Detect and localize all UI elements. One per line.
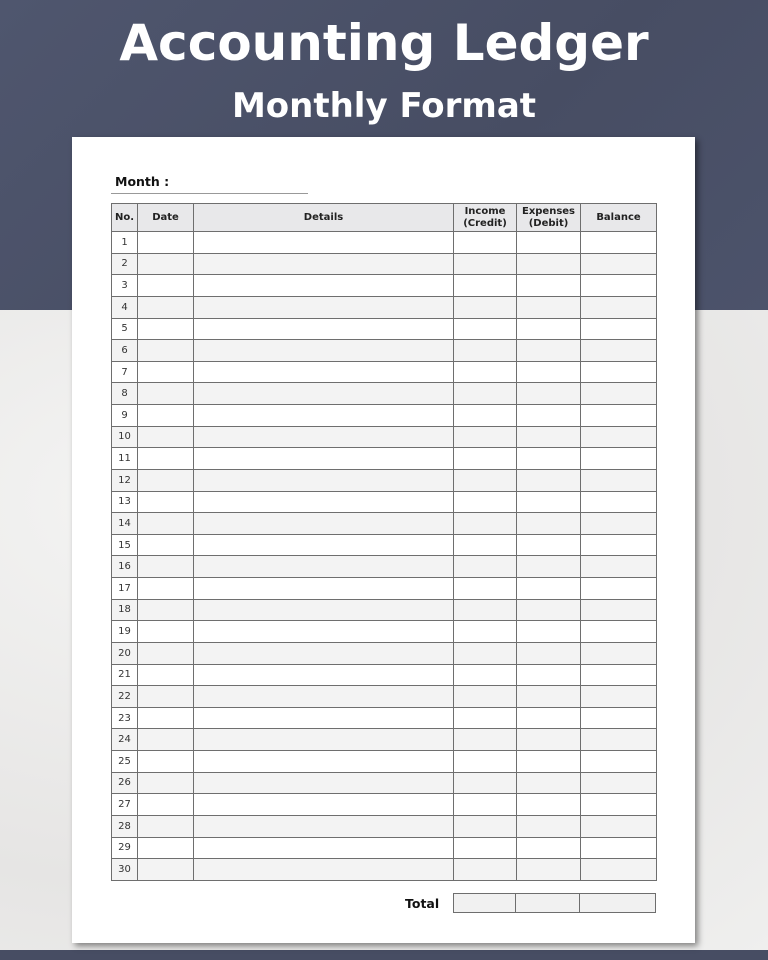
entry-cell[interactable]: [581, 383, 657, 405]
entry-cell[interactable]: [194, 340, 454, 362]
row-number: 21: [112, 664, 138, 686]
entry-cell[interactable]: [581, 686, 657, 708]
table-row: [112, 664, 657, 686]
entry-cell[interactable]: [517, 556, 581, 578]
entry-cell[interactable]: [581, 534, 657, 556]
entry-cell[interactable]: [454, 232, 517, 254]
entry-cell[interactable]: [138, 318, 194, 340]
entry-cell[interactable]: [138, 578, 194, 600]
entry-cell[interactable]: [138, 275, 194, 297]
entry-cell[interactable]: [517, 361, 581, 383]
entry-cell[interactable]: [581, 837, 657, 859]
entry-cell[interactable]: [194, 621, 454, 643]
entry-cell[interactable]: [517, 491, 581, 513]
page-subtitle: Monthly Format: [231, 86, 537, 126]
entry-cell[interactable]: [194, 491, 454, 513]
entry-cell[interactable]: [517, 664, 581, 686]
entry-cell[interactable]: [138, 426, 194, 448]
entry-cell[interactable]: [138, 491, 194, 513]
entry-cell[interactable]: [517, 599, 581, 621]
entry-cell[interactable]: [138, 837, 194, 859]
row-number: 13: [112, 491, 138, 513]
entry-cell[interactable]: [454, 664, 517, 686]
table-header-row: [112, 204, 657, 232]
ledger-table: [111, 203, 657, 881]
table-row: [112, 599, 657, 621]
entry-cell[interactable]: [517, 837, 581, 859]
row-number: 28: [112, 815, 138, 837]
entry-cell[interactable]: [454, 469, 517, 491]
entry-cell[interactable]: [517, 318, 581, 340]
entry-cell[interactable]: [454, 686, 517, 708]
entry-cell[interactable]: [581, 318, 657, 340]
row-number: 4: [112, 296, 138, 318]
entry-cell[interactable]: [194, 751, 454, 773]
entry-cell[interactable]: [194, 318, 454, 340]
entry-cell[interactable]: [138, 448, 194, 470]
entry-cell[interactable]: [138, 772, 194, 794]
table-row: [112, 794, 657, 816]
entry-cell[interactable]: [454, 296, 517, 318]
total-balance-cell[interactable]: [580, 894, 655, 912]
entry-cell[interactable]: [138, 296, 194, 318]
entry-cell[interactable]: [454, 491, 517, 513]
table-row: [112, 340, 657, 362]
table-row: [112, 469, 657, 491]
entry-cell[interactable]: [581, 729, 657, 751]
entry-cell[interactable]: [581, 491, 657, 513]
table-row: [112, 383, 657, 405]
entry-cell[interactable]: [517, 253, 581, 275]
entry-cell[interactable]: [138, 859, 194, 881]
entry-cell[interactable]: [454, 642, 517, 664]
row-number: 30: [112, 859, 138, 881]
entry-cell[interactable]: [194, 729, 454, 751]
entry-cell[interactable]: [138, 621, 194, 643]
entry-cell[interactable]: [138, 469, 194, 491]
entry-cell[interactable]: [138, 534, 194, 556]
entry-cell[interactable]: [581, 275, 657, 297]
entry-cell[interactable]: [454, 578, 517, 600]
entry-cell[interactable]: [454, 556, 517, 578]
entry-cell[interactable]: [454, 253, 517, 275]
entry-cell[interactable]: [454, 751, 517, 773]
entry-cell[interactable]: [517, 534, 581, 556]
entry-cell[interactable]: [194, 296, 454, 318]
entry-cell[interactable]: [517, 815, 581, 837]
row-number: 2: [112, 253, 138, 275]
entry-cell[interactable]: [581, 599, 657, 621]
row-number: 29: [112, 837, 138, 859]
entry-cell[interactable]: [517, 275, 581, 297]
table-row: [112, 707, 657, 729]
entry-cell[interactable]: [517, 513, 581, 535]
table-row: [112, 448, 657, 470]
row-number: 15: [112, 534, 138, 556]
entry-cell[interactable]: [194, 859, 454, 881]
entry-cell[interactable]: [138, 707, 194, 729]
entry-cell[interactable]: [581, 361, 657, 383]
entry-cell[interactable]: [454, 534, 517, 556]
entry-cell[interactable]: [581, 707, 657, 729]
row-number: 9: [112, 405, 138, 427]
total-income-cell[interactable]: [454, 894, 516, 912]
entry-cell[interactable]: [194, 469, 454, 491]
entry-cell[interactable]: [194, 815, 454, 837]
entry-cell[interactable]: [194, 556, 454, 578]
entry-cell[interactable]: [581, 556, 657, 578]
row-number: 26: [112, 772, 138, 794]
row-number: 18: [112, 599, 138, 621]
entry-cell[interactable]: [194, 232, 454, 254]
column-header: Balance: [581, 204, 657, 232]
entry-cell[interactable]: [194, 253, 454, 275]
row-number: 16: [112, 556, 138, 578]
entry-cell[interactable]: [454, 383, 517, 405]
row-number: 7: [112, 361, 138, 383]
table-row: [112, 556, 657, 578]
table-row: [112, 686, 657, 708]
row-number: 20: [112, 642, 138, 664]
entry-cell[interactable]: [194, 383, 454, 405]
entry-cell[interactable]: [581, 405, 657, 427]
row-number: 6: [112, 340, 138, 362]
column-header: Income (Credit): [454, 204, 517, 232]
entry-cell[interactable]: [194, 448, 454, 470]
entry-cell[interactable]: [517, 448, 581, 470]
footer-strip: [0, 950, 768, 960]
entry-cell[interactable]: [138, 815, 194, 837]
entry-cell[interactable]: [581, 794, 657, 816]
row-number: 17: [112, 578, 138, 600]
entry-cell[interactable]: [454, 794, 517, 816]
entry-cell[interactable]: [454, 837, 517, 859]
column-header: No.: [112, 204, 138, 232]
table-row: [112, 232, 657, 254]
entry-cell[interactable]: [454, 772, 517, 794]
table-row: [112, 513, 657, 535]
entry-cell[interactable]: [517, 578, 581, 600]
table-row: [112, 534, 657, 556]
entry-cell[interactable]: [517, 794, 581, 816]
entry-cell[interactable]: [194, 426, 454, 448]
entry-cell[interactable]: [517, 426, 581, 448]
entry-cell[interactable]: [194, 664, 454, 686]
row-number: 25: [112, 751, 138, 773]
month-field-line[interactable]: [111, 193, 308, 194]
entry-cell[interactable]: [454, 513, 517, 535]
total-label: Total: [405, 896, 440, 911]
table-row: [112, 729, 657, 751]
entry-cell[interactable]: [194, 707, 454, 729]
entry-cell[interactable]: [194, 837, 454, 859]
entry-cell[interactable]: [581, 578, 657, 600]
entry-cell[interactable]: [138, 686, 194, 708]
entry-cell[interactable]: [454, 340, 517, 362]
entry-cell[interactable]: [517, 296, 581, 318]
table-row: [112, 426, 657, 448]
entry-cell[interactable]: [454, 448, 517, 470]
entry-cell[interactable]: [581, 448, 657, 470]
table-row: [112, 621, 657, 643]
entry-cell[interactable]: [581, 426, 657, 448]
row-number: 1: [112, 232, 138, 254]
entry-cell[interactable]: [581, 642, 657, 664]
entry-cell[interactable]: [517, 232, 581, 254]
entry-cell[interactable]: [138, 642, 194, 664]
entry-cell[interactable]: [194, 513, 454, 535]
entry-cell[interactable]: [517, 383, 581, 405]
row-number: 27: [112, 794, 138, 816]
entry-cell[interactable]: [138, 361, 194, 383]
table-row: [112, 837, 657, 859]
entry-cell[interactable]: [581, 469, 657, 491]
entry-cell[interactable]: [194, 599, 454, 621]
entry-cell[interactable]: [517, 642, 581, 664]
entry-cell[interactable]: [517, 729, 581, 751]
entry-cell[interactable]: [454, 275, 517, 297]
page-title: Accounting Ledger: [119, 14, 649, 72]
entry-cell[interactable]: [138, 232, 194, 254]
entry-cell[interactable]: [517, 772, 581, 794]
entry-cell[interactable]: [517, 469, 581, 491]
entry-cell[interactable]: [194, 405, 454, 427]
entry-cell[interactable]: [138, 383, 194, 405]
row-number: 14: [112, 513, 138, 535]
entry-cell[interactable]: [138, 253, 194, 275]
entry-cell[interactable]: [138, 794, 194, 816]
entry-cell[interactable]: [454, 318, 517, 340]
entry-cell[interactable]: [517, 686, 581, 708]
table-row: [112, 318, 657, 340]
entry-cell[interactable]: [454, 426, 517, 448]
table-row: [112, 491, 657, 513]
row-number: 3: [112, 275, 138, 297]
table-row: [112, 815, 657, 837]
column-header: Expenses (Debit): [517, 204, 581, 232]
entry-cell[interactable]: [581, 859, 657, 881]
entry-cell[interactable]: [517, 859, 581, 881]
entry-cell[interactable]: [517, 621, 581, 643]
entry-cell[interactable]: [138, 405, 194, 427]
entry-cell[interactable]: [581, 340, 657, 362]
total-row: [453, 893, 656, 913]
entry-cell[interactable]: [517, 707, 581, 729]
table-row: [112, 275, 657, 297]
row-number: 23: [112, 707, 138, 729]
entry-cell[interactable]: [194, 794, 454, 816]
entry-cell[interactable]: [454, 729, 517, 751]
entry-cell[interactable]: [454, 707, 517, 729]
entry-cell[interactable]: [138, 340, 194, 362]
entry-cell[interactable]: [194, 275, 454, 297]
entry-cell[interactable]: [194, 534, 454, 556]
entry-cell[interactable]: [194, 772, 454, 794]
entry-cell[interactable]: [138, 513, 194, 535]
entry-cell[interactable]: [581, 621, 657, 643]
total-expenses-cell[interactable]: [516, 894, 579, 912]
table-row: [112, 772, 657, 794]
entry-cell[interactable]: [454, 361, 517, 383]
ledger-sheet: [72, 137, 695, 943]
entry-cell[interactable]: [138, 751, 194, 773]
entry-cell[interactable]: [517, 405, 581, 427]
table-row: [112, 405, 657, 427]
table-row: [112, 253, 657, 275]
entry-cell[interactable]: [194, 642, 454, 664]
entry-cell[interactable]: [138, 664, 194, 686]
entry-cell[interactable]: [581, 664, 657, 686]
entry-cell[interactable]: [581, 296, 657, 318]
entry-cell[interactable]: [194, 686, 454, 708]
row-number: 19: [112, 621, 138, 643]
table-row: [112, 642, 657, 664]
entry-cell[interactable]: [454, 405, 517, 427]
entry-cell[interactable]: [581, 513, 657, 535]
table-row: [112, 578, 657, 600]
row-number: 12: [112, 469, 138, 491]
table-row: [112, 361, 657, 383]
entry-cell[interactable]: [454, 621, 517, 643]
entry-cell[interactable]: [454, 859, 517, 881]
table-row: [112, 296, 657, 318]
entry-cell[interactable]: [138, 599, 194, 621]
row-number: 5: [112, 318, 138, 340]
entry-cell[interactable]: [454, 815, 517, 837]
entry-cell[interactable]: [138, 729, 194, 751]
entry-cell[interactable]: [454, 599, 517, 621]
row-number: 11: [112, 448, 138, 470]
entry-cell[interactable]: [581, 751, 657, 773]
entry-cell[interactable]: [194, 361, 454, 383]
entry-cell[interactable]: [517, 751, 581, 773]
entry-cell[interactable]: [194, 578, 454, 600]
table-row: [112, 751, 657, 773]
entry-cell[interactable]: [581, 772, 657, 794]
column-header: Details: [194, 204, 454, 232]
entry-cell[interactable]: [581, 232, 657, 254]
row-number: 10: [112, 426, 138, 448]
entry-cell[interactable]: [581, 815, 657, 837]
entry-cell[interactable]: [581, 253, 657, 275]
column-header: Date: [138, 204, 194, 232]
row-number: 8: [112, 383, 138, 405]
entry-cell[interactable]: [138, 556, 194, 578]
table-row: [112, 859, 657, 881]
row-number: 24: [112, 729, 138, 751]
row-number: 22: [112, 686, 138, 708]
entry-cell[interactable]: [517, 340, 581, 362]
month-label: Month :: [115, 174, 170, 189]
